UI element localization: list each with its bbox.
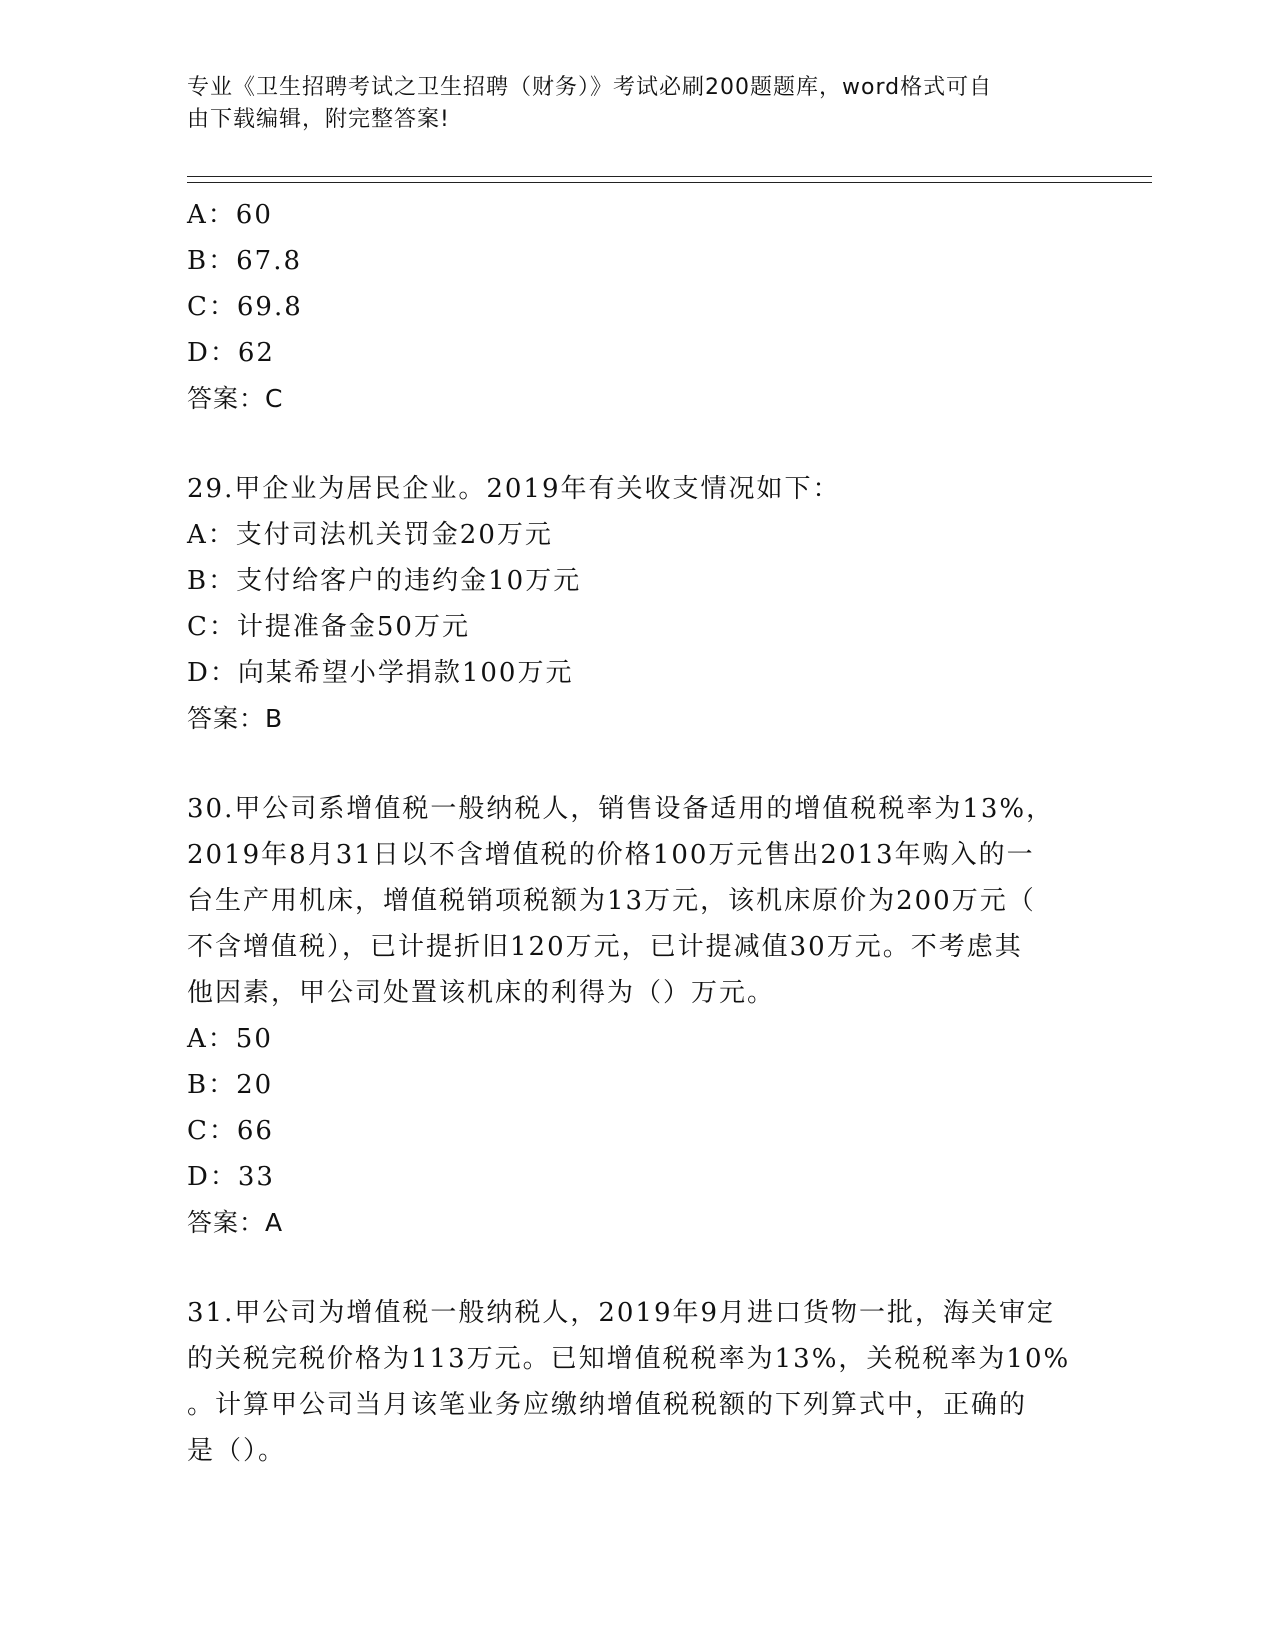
question-content xyxy=(187,192,1087,1474)
option-a: A：60 xyxy=(187,200,273,230)
question-31 xyxy=(187,1290,1087,1474)
question-stem: 29.甲企业为居民企业。2019年有关收支情况如下： xyxy=(187,474,841,504)
spacer xyxy=(187,1246,1087,1290)
option-a: A：支付司法机关罚金20万元 xyxy=(187,520,553,550)
option-b: B：支付给客户的违约金10万元 xyxy=(187,566,582,596)
option-c: C：66 xyxy=(187,1116,274,1146)
question-28 xyxy=(187,192,1087,422)
header-line-1: 专业《卫生招聘考试之卫生招聘（财务）》考试必刷200题题库，word格式可自 xyxy=(187,75,993,100)
option-b: B：20 xyxy=(187,1070,274,1100)
question-stem-line: 他因素，甲公司处置该机床的利得为（）万元。 xyxy=(187,978,776,1008)
question-stem-line: 30.甲公司系增值税一般纳税人，销售设备适用的增值税税率为13%， xyxy=(187,794,1055,824)
document-header xyxy=(187,72,1067,136)
option-c: C：69.8 xyxy=(187,292,303,322)
spacer xyxy=(187,742,1087,786)
answer-line: 答案：C xyxy=(187,384,284,413)
answer-line: 答案：A xyxy=(187,1208,284,1237)
header-line-2: 由下载编辑，附完整答案! xyxy=(187,107,450,132)
option-d: D：62 xyxy=(187,338,275,368)
question-29 xyxy=(187,466,1087,742)
question-stem-line: 是（）。 xyxy=(187,1436,287,1466)
question-stem-line: 不含增值税），已计提折旧120万元，已计提减值30万元。不考虑其 xyxy=(187,932,1023,962)
question-30 xyxy=(187,786,1087,1246)
answer-line: 答案：B xyxy=(187,704,284,733)
header-divider-top xyxy=(187,176,1152,177)
spacer xyxy=(187,422,1087,466)
option-d: D：向某希望小学捐款100万元 xyxy=(187,658,574,688)
option-a: A：50 xyxy=(187,1024,273,1054)
option-d: D：33 xyxy=(187,1162,275,1192)
option-c: C：计提准备金50万元 xyxy=(187,612,470,642)
option-b: B：67.8 xyxy=(187,246,302,276)
question-stem-line: 2019年8月31日以不含增值税的价格100万元售出2013年购入的一 xyxy=(187,840,1035,870)
question-stem-line: 的关税完税价格为113万元。已知增值税税率为13%，关税税率为10% xyxy=(187,1344,1071,1374)
question-stem-line: 。计算甲公司当月该笔业务应缴纳增值税税额的下列算式中，正确的 xyxy=(187,1390,1028,1420)
question-stem-line: 31.甲公司为增值税一般纳税人，2019年9月进口货物一批，海关审定 xyxy=(187,1298,1056,1328)
header-divider-bottom xyxy=(187,182,1152,183)
question-stem-line: 台生产用机床，增值税销项税额为13万元，该机床原价为200万元（ xyxy=(187,886,1036,916)
